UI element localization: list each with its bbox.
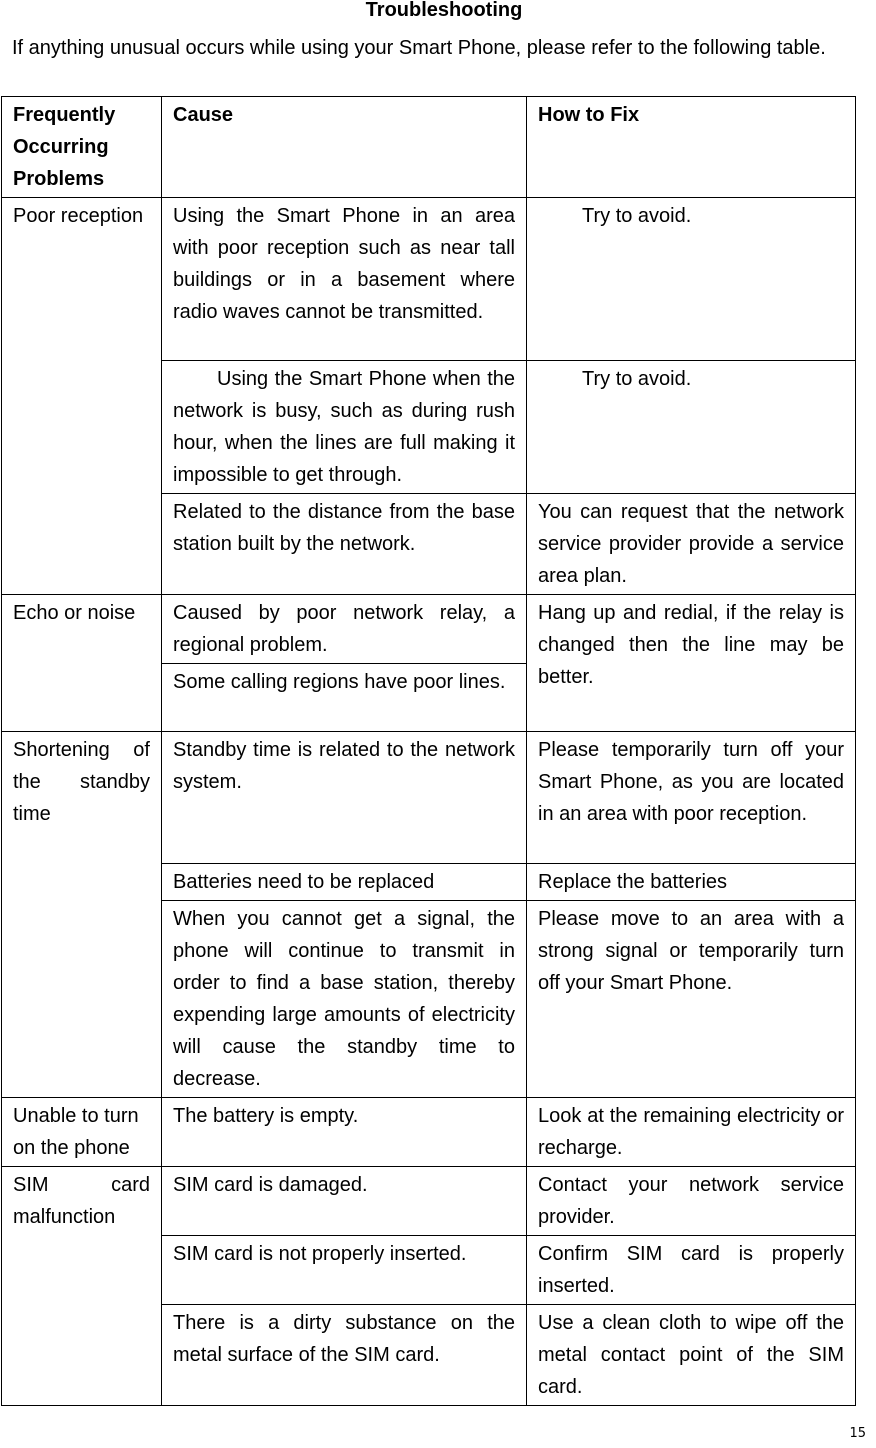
header-fix: How to Fix xyxy=(527,97,856,198)
cause-cell: Related to the distance from the base station built by the network. xyxy=(162,494,527,595)
problem-cell: SIM card malfunction xyxy=(2,1167,162,1406)
cause-cell: Some calling regions have poor lines. xyxy=(162,664,527,732)
problem-cell: Unable to turn on the phone xyxy=(2,1098,162,1167)
fix-cell: Please temporarily turn off your Smart Phone, as you are located in an area with poor reception. xyxy=(527,732,856,864)
problem-cell: Shortening of the standby time xyxy=(2,732,162,1098)
problem-cell: Poor reception xyxy=(2,198,162,595)
fix-cell: Please move to an area with a strong signal or temporarily turn off your Smart Phone. xyxy=(527,901,856,1098)
intro-paragraph: If anything unusual occurs while using your Smart Phone, please refer to the following table. xyxy=(12,37,826,59)
header-problem: Frequently Occurring Problems xyxy=(2,97,162,198)
cause-cell: SIM card is not properly inserted. xyxy=(162,1236,527,1305)
fix-cell: Confirm SIM card is properly inserted. xyxy=(527,1236,856,1305)
cause-cell: Using the Smart Phone when the network is busy, such as during rush hour, when the lines are full making it impossible to get through. xyxy=(162,361,527,494)
cause-cell: Caused by poor network relay, a regional problem. xyxy=(162,595,527,664)
fix-cell: You can request that the network service provider provide a service area plan. xyxy=(527,494,856,595)
cause-cell: There is a dirty substance on the metal surface of the SIM card. xyxy=(162,1305,527,1406)
fix-cell: Contact your network service provider. xyxy=(527,1167,856,1236)
cause-cell: When you cannot get a signal, the phone will continue to transmit in order to find a base station, thereby expending large amounts of electricity will cause the standby time to decrease. xyxy=(162,901,527,1098)
fix-cell: Look at the remaining electricity or recharge. xyxy=(527,1098,856,1167)
table-row xyxy=(2,198,856,361)
fix-cell: Replace the batteries xyxy=(527,864,856,901)
page-title: Troubleshooting xyxy=(365,0,523,21)
troubleshooting-table xyxy=(1,96,856,1406)
fix-cell: Try to avoid. xyxy=(527,361,856,494)
table-row xyxy=(2,732,856,864)
cause-cell: Batteries need to be replaced xyxy=(162,864,527,901)
table-header-row xyxy=(2,97,856,198)
table-row xyxy=(2,1167,856,1236)
table-row xyxy=(2,1098,856,1167)
table-row xyxy=(2,595,856,664)
page-number: 15 xyxy=(849,1426,866,1441)
header-cause: Cause xyxy=(162,97,527,198)
problem-cell: Echo or noise xyxy=(2,595,162,732)
cause-cell: The battery is empty. xyxy=(162,1098,527,1167)
fix-cell: Try to avoid. xyxy=(527,198,856,361)
fix-cell: Hang up and redial, if the relay is changed then the line may be better. xyxy=(527,595,856,732)
cause-cell: SIM card is damaged. xyxy=(162,1167,527,1236)
cause-cell: Standby time is related to the network system. xyxy=(162,732,527,864)
cause-cell: Using the Smart Phone in an area with poor reception such as near tall buildings or in a basement where radio waves cannot be transmitted. xyxy=(162,198,527,361)
fix-cell: Use a clean cloth to wipe off the metal contact point of the SIM card. xyxy=(527,1305,856,1406)
